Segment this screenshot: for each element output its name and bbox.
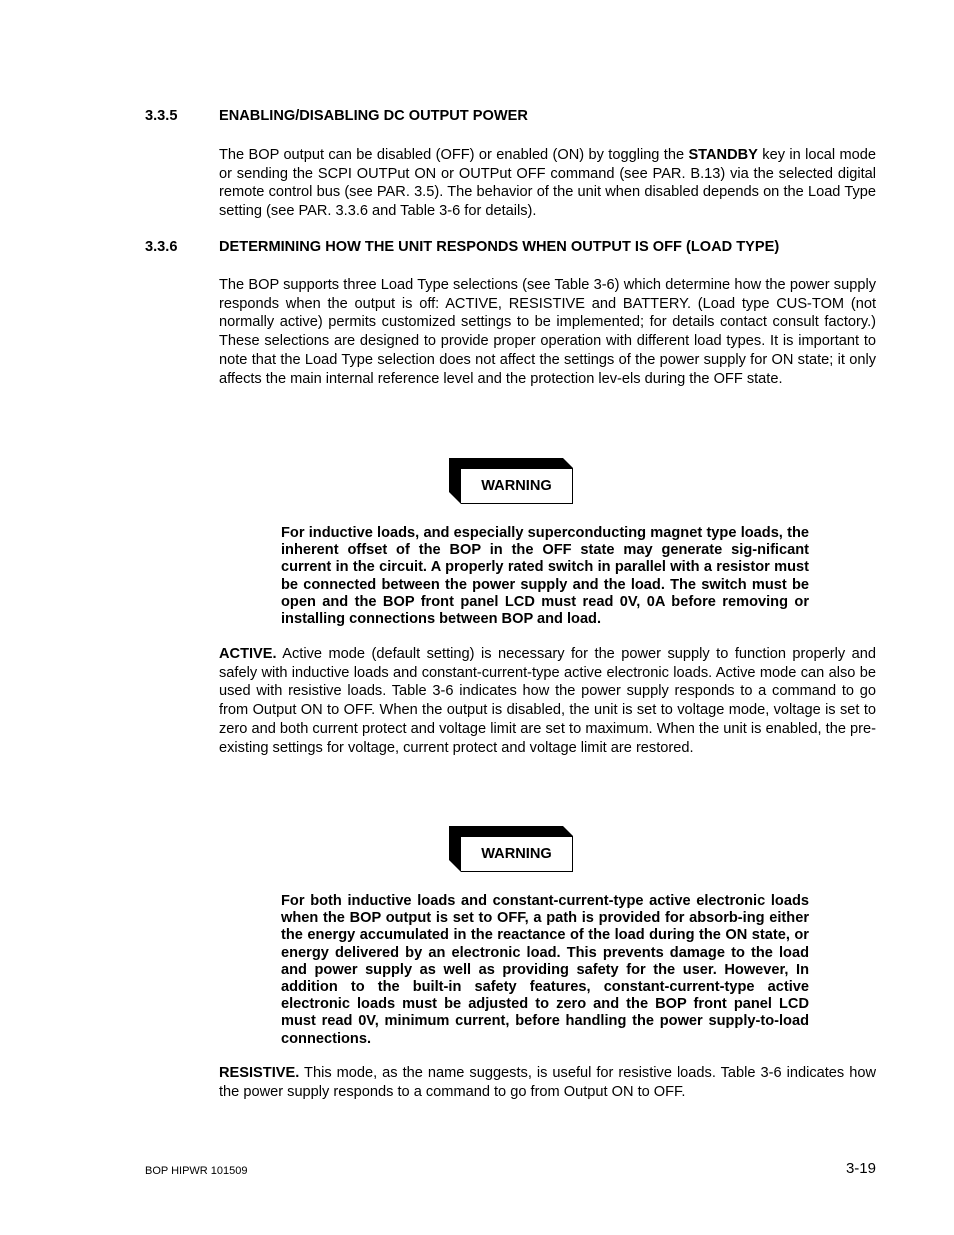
paragraph-text: Active mode (default setting) is necessary for the power supply to function properly and safely with inductive loads and constant-current-type active electronic loads. Active mode can also be used with resistive loads. Table 3-6 indicates how the power supply responds to a command to go from Output ON to OFF. When the output is disabled, the unit is set to voltage mode, voltage is set to zero and both current protect and voltage limit are set to maximum. When the unit is enabled, the pre-existing settings for voltage, current protect and voltage limit are restored. <box>219 646 876 756</box>
section-title: DETERMINING HOW THE UNIT RESPONDS WHEN OUTPUT IS OFF (LOAD TYPE) <box>219 239 780 255</box>
warning-label: WARNING <box>481 846 552 862</box>
paragraph-text: This mode, as the name suggests, is useful for resistive loads. Table 3-6 indicates how the power supply responds to a command to go from Output ON to OFF. <box>219 1065 876 1100</box>
standby-key-term: STANDBY <box>688 147 758 163</box>
section-title: ENABLING/DISABLING DC OUTPUT POWER <box>219 108 528 124</box>
warning-text: For inductive loads, and especially superconducting magnet type loads, the inherent offset of the BOP in the OFF state may generate sig-nificant current in the circuit. A properly rated switch in parallel with a resistor must be connected between the power supply and the load. The switch must be open and the BOP front panel LCD must read 0V, 0A before removing or installing connections between BOP and load. <box>281 525 809 628</box>
section-heading-3-3-6 <box>145 239 779 255</box>
footer-document-id: BOP HIPWR 101509 <box>145 1165 248 1177</box>
paragraph-active-mode <box>219 645 876 757</box>
paragraph-text: key in local mode or sending the SCPI OUTPut ON or OUTPut OFF command (see PAR. B.13) via the selected digital remote control bus (see PAR. 3.5). The behavior of the unit when disabled depends on the Load Type setting (see PAR. 3.3.6 and Table 3-6 for details). <box>219 147 876 220</box>
paragraph-load-type: The BOP supports three Load Type selections (see Table 3-6) which determine how the power supply responds when the output is off: ACTIVE, RESISTIVE and BATTERY. (Load type CUS-TOM (not normally active) permits customized settings to be implemented; for details contact consult factory.) These selections are designed to provide proper operation with different load types. It is important to note that the Load Type selection does not affect the settings of the power supply for ON state; it only affects the main internal reference level and the protection lev-els during the OFF state. <box>219 277 876 387</box>
section-heading-3-3-5 <box>145 108 528 124</box>
section-number: 3.3.6 <box>145 239 178 255</box>
active-term: ACTIVE. <box>219 646 277 662</box>
paragraph-resistive-mode <box>219 1064 876 1101</box>
warning-label: WARNING <box>481 478 552 494</box>
footer-page-number: 3-19 <box>845 1160 876 1177</box>
paragraph-text: The BOP output can be disabled (OFF) or enabled (ON) by toggling the <box>219 147 689 163</box>
warning-box <box>449 826 574 873</box>
paragraph-output-power <box>219 146 876 221</box>
warning-box <box>449 458 574 505</box>
section-number: 3.3.5 <box>145 108 178 124</box>
resistive-term: RESISTIVE. <box>219 1065 300 1081</box>
warning-text: For both inductive loads and constant-current-type active electronic loads when the BOP output is set to OFF, a path is provided for absorb-ing either the energy accumulated in the reactance of the load during the ON state, or energy delivered by an electronic load. This prevents damage to the load and power supply as well as providing safety for the user. However, In addition to the built-in safety features, constant-current-type active electronic loads must be adjusted to zero and the BOP front panel LCD must read 0V, minimum current, before handling the power supply-to-load connections. <box>281 893 809 1047</box>
